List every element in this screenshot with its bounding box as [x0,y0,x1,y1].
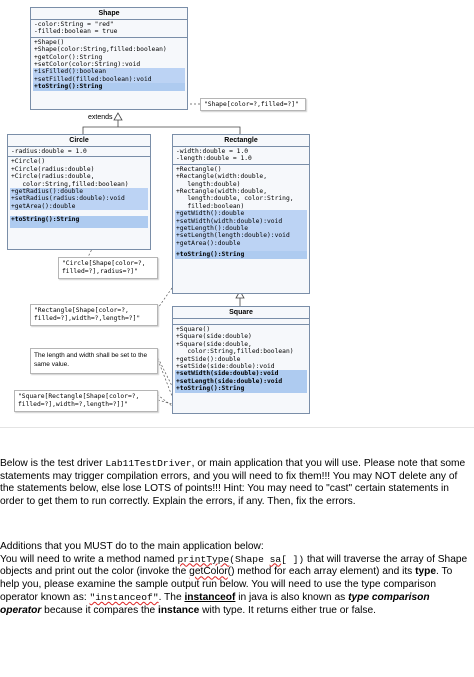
method-tostring: +toString():String [10,216,148,223]
method: length:double) [176,180,241,188]
method: length:double, color:String, [176,195,294,203]
code: "instanceof" [89,591,159,603]
field: -length:double = 1.0 [176,155,252,163]
code: printType [177,553,230,565]
method: +setColor(color:String):void [34,61,141,69]
text: with type. It returns either true or false. [199,604,376,616]
class-shape [30,7,188,110]
method: +getLength():double [175,225,307,232]
fields [173,147,309,165]
method: +getArea():double [175,240,307,247]
text: . To help you, please examine the sample output run below. You will need to use the type comparison operator known as: [0,566,453,603]
method: +getArea():double [10,203,148,210]
text-bold-italic: type comparison operator [0,591,430,616]
class-title: Circle [8,135,150,147]
method: +Rectangle() [176,165,222,173]
field: -filled:boolean = true [34,28,118,36]
method: +Rectangle(width:double, [176,188,267,196]
text: that will traverse the array of Shape objects and print out the color (invoke the [0,553,468,578]
inheritance-line [83,127,240,134]
note-shape: "Shape[color=?,filled=?]" [200,98,306,111]
method: +setSide(side:double):void [176,363,275,371]
code: (Shape [229,553,270,565]
instructions [0,427,474,677]
method: +Circle(radius:double) [11,165,95,173]
fields [31,20,187,38]
text: because it compares the [41,604,158,616]
method: +setLength(length:double):void [175,232,307,239]
class-title: Shape [31,8,187,20]
methods [8,157,150,228]
method: filled:boolean) [176,202,245,210]
class-square [172,306,310,414]
field: -radius:double = 1.0 [11,148,87,155]
text-bold: instance [157,604,200,616]
method: +getWidth():double [175,210,307,217]
text-bold: instanceof [184,591,236,603]
method-tostring: +toString():String [33,83,185,90]
method-tostring: +toString():String [175,251,307,258]
method: +setWidth(width:double):void [175,218,307,225]
note-circle: "Circle[Shape[color=?, filled=?],radius=?]" [58,257,158,279]
class-circle [7,134,151,250]
code: sa [269,553,282,565]
text: You will need to write a method named [0,553,178,565]
method: +getSide():double [176,355,241,363]
text: , or main application that you will use. Please note that some statements may trigger compilation errors, and you will need to fix them!!! You may NOT delete any of the statements below, else lose LOTS of points!!! Hint: You may need to "cast" certain statements in order to get them to run correctly. Explain the errors, if any. Then, fix the errors. [0,458,466,508]
method: +getRadius():double [10,188,148,195]
method: +Square(side:double) [176,333,252,341]
methods [31,38,187,92]
method: +Circle() [11,158,46,166]
text: . The [158,591,185,603]
method: +isFilled():boolean [33,68,185,75]
method: +Square() [176,326,211,333]
method: +Square(side:double, [176,340,252,348]
method: +setWidth(side:double):void [175,370,307,377]
method: +getColor():String [34,53,103,61]
method: +Rectangle(width:double, [176,173,267,181]
method: +Shape() [34,38,65,46]
text: getColor [189,566,228,578]
paragraph-1 [0,458,468,509]
class-title: Rectangle [173,135,309,147]
text: () method for each array element) and its [227,566,416,578]
inheritance-arrow-shape [114,113,122,120]
method: color:String,filled:boolean) [11,180,129,188]
paragraph-2 [0,541,468,617]
method: +setLength(side:double):void [175,378,307,385]
class-title: Square [173,307,309,319]
method-tostring: +toString():String [175,385,307,392]
method: +setFilled(filled:boolean):void [33,76,185,83]
text: Additions that you MUST do to the main application below: [0,541,264,552]
text: in java is also known as [235,591,349,603]
class-rectangle [172,134,310,294]
rect-note-connector [158,288,172,308]
code: [ ]) [281,553,305,565]
note-square: "Square[Rectangle[Shape[color=?, filled=?],width=?,length=?]]" [14,390,158,412]
methods [173,165,309,260]
text: Below is the test driver [0,458,106,469]
field: -width:double = 1.0 [176,148,249,155]
code-driver: Lab11TestDriver [105,458,192,469]
methods [173,325,309,394]
text-bold: type [415,566,437,578]
method: +Shape(color:String,filled:boolean) [34,46,167,54]
note-rectangle: "Rectangle[Shape[color=?, filled=?],width=?,length=?]" [30,304,158,326]
note-side: The length and width shall be set to the same value. [30,348,158,374]
field: -color:String = "red" [34,21,114,28]
fields [8,147,150,157]
method: +Circle(radius:double, [11,173,95,181]
method: +setRadius(radius:double):void [10,195,148,202]
method: color:String,filled:boolean) [176,348,294,356]
extends-label: extends [88,114,113,121]
